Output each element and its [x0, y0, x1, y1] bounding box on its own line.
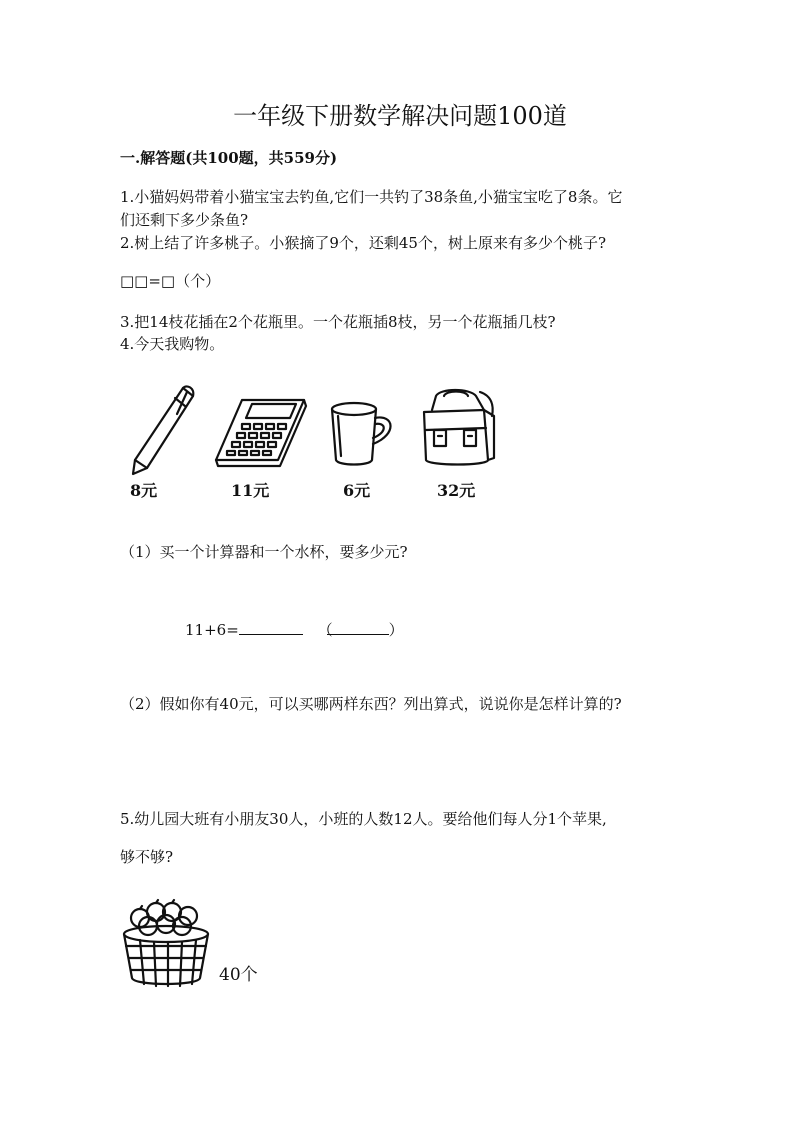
- paren-open: （: [317, 621, 333, 639]
- answer-blank[interactable]: [239, 618, 303, 635]
- apple-basket-icon: [120, 900, 216, 988]
- section-header: 一.解答题(共100题，共559分): [120, 149, 338, 167]
- pen-icon: [125, 382, 200, 477]
- backpack-icon: [418, 386, 498, 470]
- question-2-answer-blank: □□=□（个）: [120, 272, 221, 290]
- price-cup: 6元: [343, 481, 371, 500]
- question-1-line-1: 1.小猫妈妈带着小猫宝宝去钓鱼,它们一共钓了38条鱼,小猫宝宝吃了8条。它: [120, 188, 623, 206]
- unit-blank[interactable]: [327, 618, 389, 635]
- question-3: 3.把14枝花插在2个花瓶里。一个花瓶插8枝，另一个花瓶插几枝?: [120, 313, 556, 331]
- equation-text: 11+6=: [185, 621, 239, 639]
- price-calculator: 11元: [231, 481, 270, 500]
- cup-icon: [328, 400, 400, 468]
- question-1-line-2: 们还剩下多少条鱼?: [120, 211, 249, 229]
- question-5-line-1: 5.幼儿园大班有小朋友30人，小班的人数12人。要给他们每人分1个苹果,: [120, 810, 607, 828]
- price-backpack: 32元: [437, 481, 476, 500]
- question-5-line-2: 够不够?: [120, 848, 174, 866]
- question-4-equation-row: [185, 618, 404, 642]
- page-title: 一年级下册数学解决问题100道: [233, 102, 567, 130]
- price-pen: 8元: [130, 481, 158, 500]
- apple-count: 40个: [219, 965, 258, 985]
- question-4-part-1: （1）买一个计算器和一个水杯，要多少元?: [120, 543, 408, 561]
- question-2: 2.树上结了许多桃子。小猴摘了9个，还剩45个，树上原来有多少个桃子?: [120, 234, 606, 252]
- question-4: 4.今天我购物。: [120, 335, 225, 353]
- paren-close: ）: [388, 621, 404, 639]
- question-4-part-2: （2）假如你有40元，可以买哪两样东西？列出算式，说说你是怎样计算的?: [120, 695, 622, 713]
- calculator-icon: [212, 396, 308, 468]
